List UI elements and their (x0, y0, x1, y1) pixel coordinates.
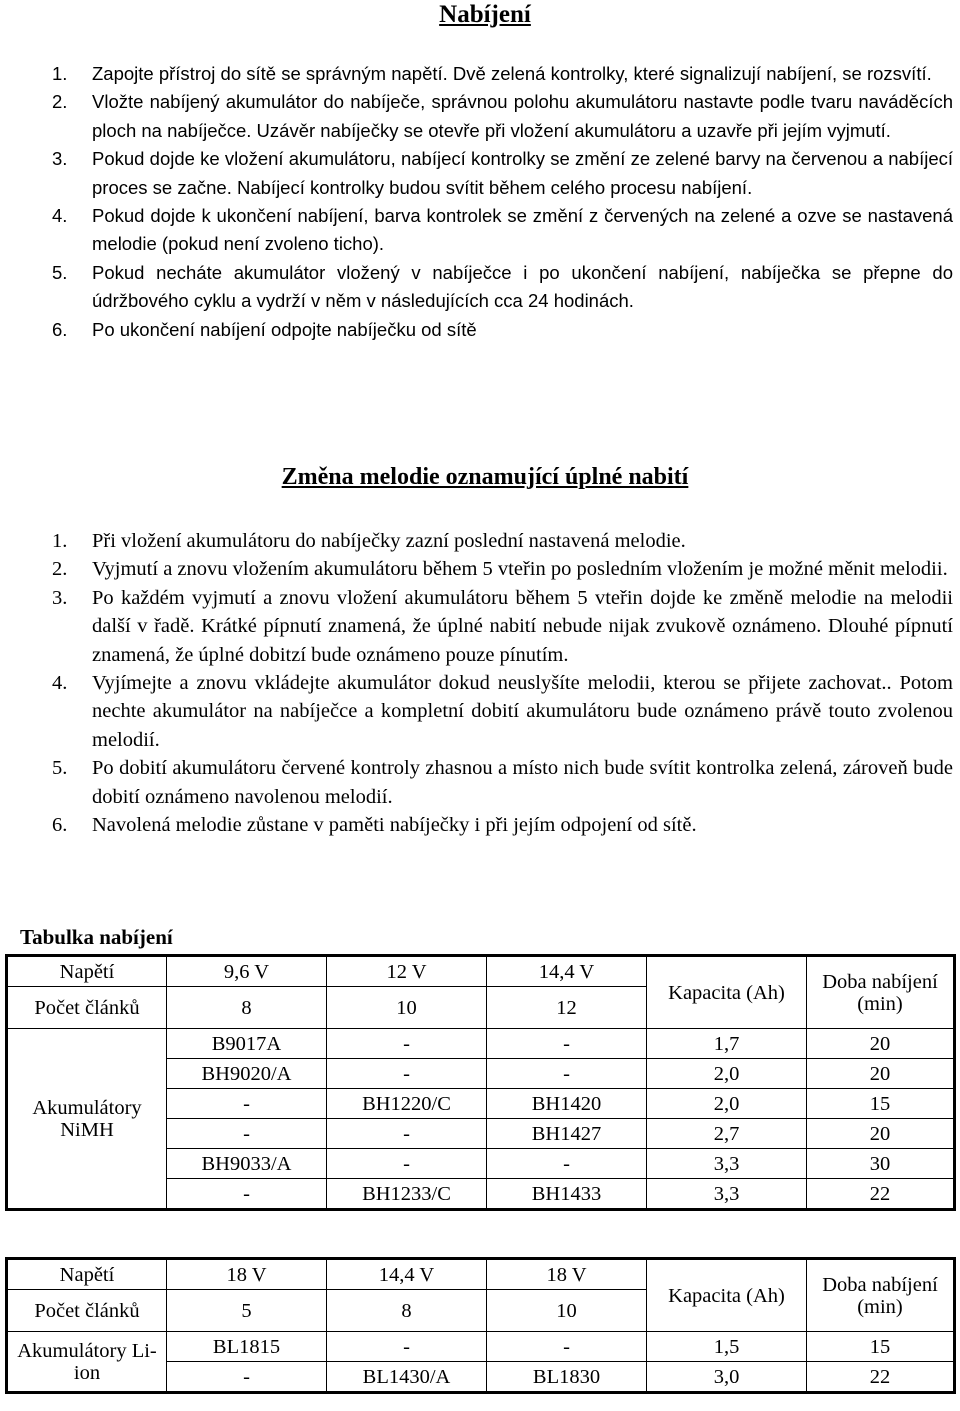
table-row (7, 1259, 955, 1290)
step-text: Po dobití akumulátoru červené kontroly zhasnou a místo nich bude svítit kontrolka zelená, zároveň bude dobití oznámeno navolenou melodií. (92, 757, 953, 808)
table-cell: BH9033/A (167, 1149, 327, 1179)
step-number: 4. (52, 672, 68, 695)
table-cell: B9017A (167, 1029, 327, 1059)
table-cell: 18 V (487, 1259, 647, 1290)
charge-time-header: Doba nabíjení (min) (807, 1259, 955, 1332)
cells-label: Počet článků (7, 987, 167, 1029)
battery-group-label: Akumulátory Li-ion (7, 1332, 167, 1393)
step-text: Při vložení akumulátoru do nabíječky zazní poslední nastavená melodie. (92, 530, 686, 552)
table-cell: BH1420 (487, 1089, 647, 1119)
table-cell: 1,7 (647, 1029, 807, 1059)
table-cell: 18 V (167, 1259, 327, 1290)
step-text: Pokud dojde ke vložení akumulátoru, nabíjecí kontrolky se změní ze zelené barvy na červenou a nabíjecí proces se začne. Nabíjecí kontrolky budou svítit během celého procesu nabíjení. (92, 148, 953, 198)
list-item (52, 316, 953, 344)
table-cell: 15 (807, 1332, 955, 1362)
table-cell: - (327, 1029, 487, 1059)
table-cell: 8 (327, 1290, 487, 1332)
table-cell: 8 (167, 987, 327, 1029)
step-text: Pokud dojde k ukončení nabíjení, barva kontrolek se změní z červených na zelené a ozve se nastavená melodie (pokud není zvoleno ticho). (92, 205, 953, 255)
table-cell: BH1433 (487, 1179, 647, 1210)
table-cell: - (167, 1119, 327, 1149)
step-number: 2. (52, 91, 68, 113)
step-number: 5. (52, 757, 68, 780)
table-cell: 10 (327, 987, 487, 1029)
list-item (52, 754, 953, 811)
table-cell: - (327, 1332, 487, 1362)
table-caption: Tabulka nabíjení (20, 925, 173, 949)
table-cell: 3,0 (647, 1362, 807, 1393)
table-cell: - (327, 1149, 487, 1179)
list-item (52, 202, 953, 259)
step-text: Zapojte přístroj do sítě se správným napětí. Dvě zelená kontrolky, které signalizují nabíjení, se rozsvítí. (92, 63, 932, 84)
table-cell: 22 (807, 1179, 955, 1210)
charging-steps (52, 60, 953, 344)
table-cell: 1,5 (647, 1332, 807, 1362)
voltage-label: Napětí (7, 1259, 167, 1290)
table-cell: BH9020/A (167, 1059, 327, 1089)
list-item (52, 669, 953, 754)
table-cell: BL1815 (167, 1332, 327, 1362)
list-item (52, 584, 953, 669)
table-row (7, 1029, 955, 1059)
section-title-melody: Změna melodie oznamující úplné nabití (281, 464, 689, 490)
table-cell: - (167, 1362, 327, 1393)
table-cell: - (167, 1089, 327, 1119)
capacity-header: Kapacita (Ah) (647, 1259, 807, 1332)
list-item (52, 259, 953, 316)
step-text: Navolená melodie zůstane v paměti nabíječky i při jejím odpojení od sítě. (92, 814, 697, 837)
step-number: 3. (52, 586, 68, 609)
charge-time-header: Doba nabíjení (min) (807, 956, 955, 1029)
liion-charging-table (5, 1257, 956, 1394)
table-cell: 3,3 (647, 1179, 807, 1210)
step-text: Vyjmutí a znovu vložením akumulátoru během 5 vteřin po posledním vložením je možné měnit melodii. (92, 558, 948, 581)
table-cell: BH1220/C (327, 1089, 487, 1119)
table-cell: 2,0 (647, 1059, 807, 1089)
table-cell: 5 (167, 1290, 327, 1332)
table-cell: 12 (487, 987, 647, 1029)
table-cell: 12 V (327, 956, 487, 987)
table-cell: 15 (807, 1089, 955, 1119)
table-cell: - (487, 1332, 647, 1362)
step-number: 6. (52, 814, 68, 837)
list-item (52, 555, 953, 583)
step-text: Po ukončení nabíjení odpojte nabíječku od sítě (92, 318, 477, 340)
table-cell: - (487, 1149, 647, 1179)
table-cell: BL1830 (487, 1362, 647, 1393)
table-cell: 2,7 (647, 1119, 807, 1149)
page-title: Nabíjení (439, 1, 531, 28)
table-cell: 10 (487, 1290, 647, 1332)
table-cell: 14,4 V (327, 1259, 487, 1290)
table-cell: 3,3 (647, 1149, 807, 1179)
step-number: 5. (52, 261, 68, 283)
step-number: 4. (52, 205, 68, 227)
table-cell: - (487, 1059, 647, 1089)
table-cell: 9,6 V (167, 956, 327, 987)
table-cell: BL1430/A (327, 1362, 487, 1393)
table-cell: 20 (807, 1029, 955, 1059)
table-cell: 20 (807, 1059, 955, 1089)
step-text: Vložte nabíjený akumulátor do nabíječe, správnou polohu akumulátoru nastavte podle tvaru naváděcích ploch na nabíječce. Uzávěr nabíječky se otevře při vložení akumulátoru a uzavře při jejím vyjmutí. (92, 91, 953, 141)
list-item (52, 88, 953, 145)
list-item (52, 811, 953, 839)
step-text: Vyjímejte a znovu vkládejte akumulátor dokud neuslyšíte melodii, kterou se přijete zachovat.. Potom nechte akumulátor na nabíječce a kompletní dobití akumulátoru bude oznámeno právě touto zvolenou melodií. (92, 672, 953, 751)
table-cell: - (327, 1119, 487, 1149)
melody-steps (52, 527, 953, 839)
capacity-header: Kapacita (Ah) (647, 956, 807, 1029)
table-cell: 2,0 (647, 1089, 807, 1119)
step-number: 6. (52, 318, 68, 340)
table-cell: - (167, 1179, 327, 1210)
table-cell: 14,4 V (487, 956, 647, 987)
table-cell: 20 (807, 1119, 955, 1149)
step-number: 1. (52, 530, 68, 552)
table-cell: 30 (807, 1149, 955, 1179)
step-number: 1. (52, 63, 68, 84)
voltage-label: Napětí (7, 956, 167, 987)
table-row (7, 1332, 955, 1362)
table-cell: BH1427 (487, 1119, 647, 1149)
table-cell: BH1233/C (327, 1179, 487, 1210)
list-item (52, 527, 953, 555)
step-text: Po každém vyjmutí a znovu vložení akumulátoru během 5 vteřin dojde ke změně melodie na melodii další v řadě. Krátké pípnutí znamená, že úplné nabití nebude nijak zvukově oznámeno. Dlouhé pípnutí znamená, že úplné dobitzí bude oznámeno pouze pínutím. (92, 586, 953, 666)
list-item (52, 145, 953, 202)
list-item (52, 60, 953, 88)
step-number: 3. (52, 148, 68, 170)
table-row (7, 956, 955, 987)
cells-label: Počet článků (7, 1290, 167, 1332)
step-number: 2. (52, 558, 68, 581)
table-cell: 22 (807, 1362, 955, 1393)
step-text: Pokud necháte akumulátor vložený v nabíječce i po ukončení nabíjení, nabíječka se přepne do údržbového cyklu a vydrží v něm v následujících cca 24 hodinách. (92, 261, 953, 312)
table-cell: - (327, 1059, 487, 1089)
table-cell: - (487, 1029, 647, 1059)
battery-group-label: Akumulátory NiMH (7, 1029, 167, 1210)
nimh-charging-table (5, 954, 956, 1211)
